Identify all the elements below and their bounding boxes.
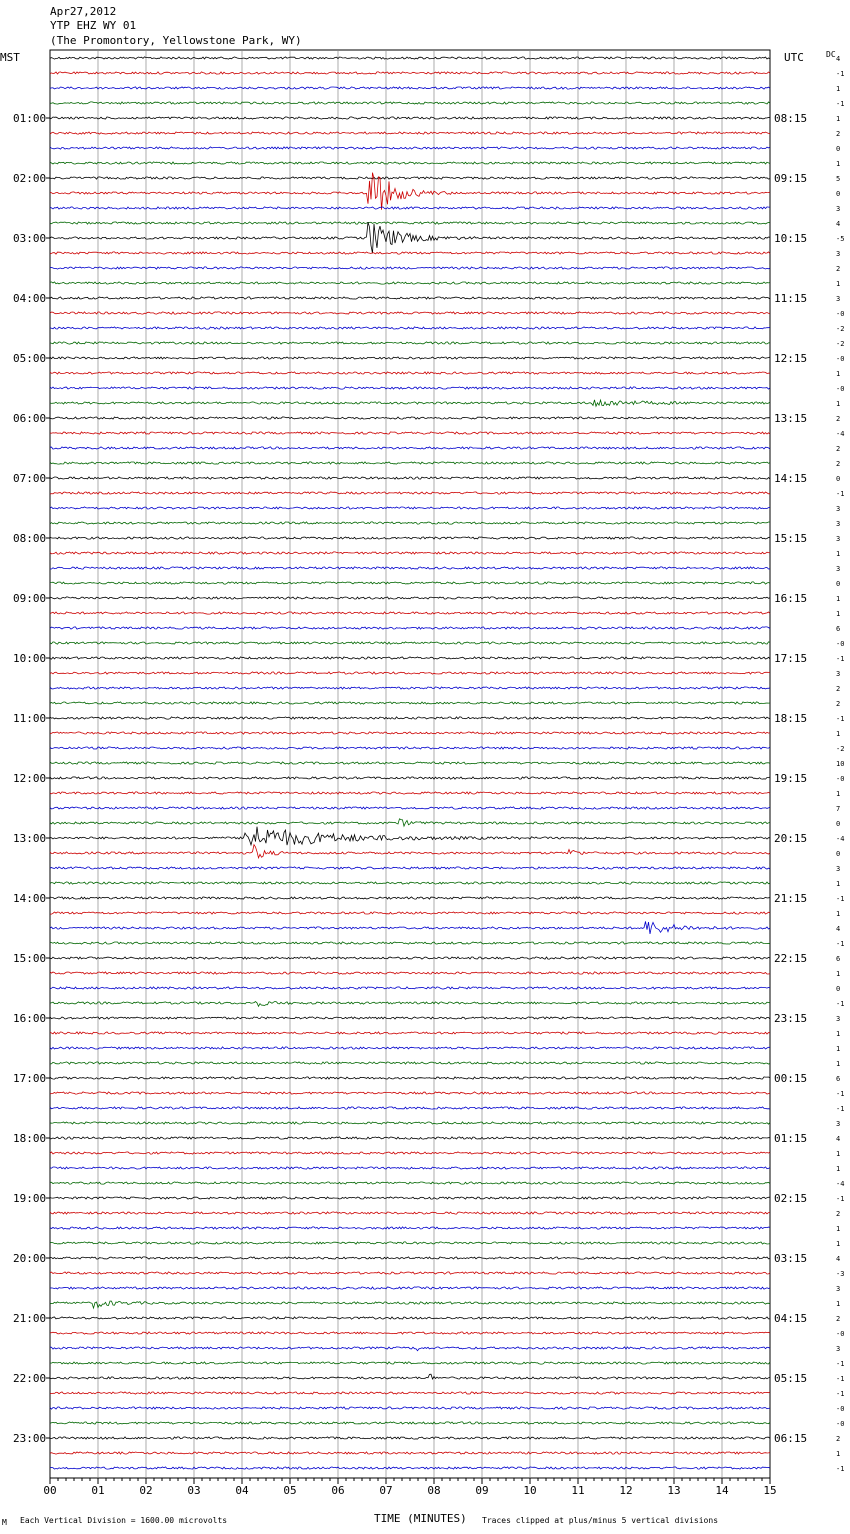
trace-row [50, 1272, 770, 1274]
x-tick-label: 00 [43, 1484, 57, 1497]
dc-offset-label: 0 [836, 475, 841, 483]
trace-row [50, 1347, 770, 1351]
trace-row [50, 567, 770, 569]
trace-row [50, 1137, 770, 1139]
trace-row [50, 1077, 770, 1079]
dc-offset-label: 1 [836, 370, 841, 378]
dc-offset-label: -1 [836, 1105, 845, 1113]
dc-offset-label: 2 [836, 700, 841, 708]
trace-row [50, 762, 770, 764]
mst-hour-label: 06:00 [13, 412, 47, 425]
trace-row [50, 1197, 770, 1199]
header-location: (The Promontory, Yellowstone Park, WY) [50, 34, 302, 47]
trace-row [50, 1317, 770, 1319]
x-tick-label: 05 [283, 1484, 297, 1497]
mst-hour-label: 22:00 [13, 1372, 47, 1385]
trace-row [50, 1017, 770, 1019]
mst-hour-label: 20:00 [13, 1252, 47, 1265]
dc-offset-label: 1 [836, 550, 841, 558]
dc-offset-label: -0 [836, 775, 845, 783]
mst-hour-label: 08:00 [13, 532, 47, 545]
dc-offset-label: -2 [836, 325, 845, 333]
dc-offset-label: 3 [836, 535, 841, 543]
right-timezone-label: UTC [784, 51, 804, 64]
trace-row [50, 957, 770, 959]
dc-offset-label: -1 [836, 70, 845, 78]
x-tick-label: 12 [619, 1484, 633, 1497]
utc-hour-label: 02:15 [774, 1192, 808, 1205]
trace-row [50, 1301, 770, 1308]
dc-offset-label: -1 [836, 895, 845, 903]
dc-offset-label: 1 [836, 115, 841, 123]
dc-offset-label: 1 [836, 1045, 841, 1053]
trace-row [50, 1167, 770, 1169]
dc-offset-label: -0 [836, 1330, 845, 1338]
dc-offset-label: 5 [836, 175, 841, 183]
utc-hour-label: 13:15 [774, 412, 808, 425]
dc-offset-label: -5 [836, 235, 845, 243]
trace-row [50, 747, 770, 749]
trace-row [50, 1287, 770, 1289]
mst-hour-label: 12:00 [13, 772, 47, 785]
trace-row [50, 1227, 770, 1229]
trace-row [50, 400, 770, 406]
mst-hour-label: 14:00 [13, 892, 47, 905]
mst-hour-label: 21:00 [13, 1312, 47, 1325]
dc-offset-label: -0 [836, 355, 845, 363]
dc-offset-label: 3 [836, 1285, 841, 1293]
dc-offset-label: -0 [836, 310, 845, 318]
dc-offset-label: 2 [836, 415, 841, 423]
mst-hour-label: 15:00 [13, 952, 47, 965]
dc-offset-label: 1 [836, 1240, 841, 1248]
utc-hour-label: 00:15 [774, 1072, 808, 1085]
trace-row [50, 1107, 770, 1109]
x-axis-title: TIME (MINUTES) [374, 1512, 467, 1525]
dc-offset-label: 0 [836, 190, 841, 198]
mst-hour-label: 17:00 [13, 1072, 47, 1085]
utc-hour-label: 20:15 [774, 832, 808, 845]
trace-row [50, 222, 770, 224]
x-tick-label: 10 [523, 1484, 537, 1497]
x-tick-label: 11 [571, 1484, 585, 1497]
dc-offset-label: -4 [836, 835, 845, 843]
mst-hour-label: 09:00 [13, 592, 47, 605]
dc-offset-label: 2 [836, 130, 841, 138]
left-timezone-label: MST [0, 51, 20, 64]
dc-offset-label: 0 [836, 820, 841, 828]
trace-row [50, 657, 770, 659]
dc-offset-label: 3 [836, 1345, 841, 1353]
utc-hour-label: 06:15 [774, 1432, 808, 1445]
trace-row [50, 1467, 770, 1469]
mst-hour-label: 16:00 [13, 1012, 47, 1025]
trace-row [50, 87, 770, 89]
mst-hour-label: 07:00 [13, 472, 47, 485]
trace-row [50, 972, 770, 974]
utc-hour-label: 19:15 [774, 772, 808, 785]
utc-hour-label: 23:15 [774, 1012, 808, 1025]
trace-row [50, 687, 770, 689]
trace-row [50, 117, 770, 119]
dc-offset-label: 2 [836, 1435, 841, 1443]
trace-row [50, 1362, 770, 1364]
dc-offset-label: -4 [836, 430, 845, 438]
utc-hour-label: 08:15 [774, 112, 808, 125]
trace-row [50, 1422, 770, 1424]
scale-note: Each Vertical Division = 1600.00 microvolts [20, 1516, 228, 1525]
trace-row [50, 882, 770, 884]
mst-hour-label: 05:00 [13, 352, 47, 365]
trace-row [50, 845, 770, 858]
dc-offset-label: 1 [836, 595, 841, 603]
mst-hour-label: 13:00 [13, 832, 47, 845]
dc-offset-label: -1 [836, 1090, 845, 1098]
dc-offset-label: 2 [836, 1315, 841, 1323]
dc-offset-label: 1 [836, 160, 841, 168]
utc-hour-label: 14:15 [774, 472, 808, 485]
dc-offset-label: -1 [836, 1375, 845, 1383]
dc-offset-label: -1 [836, 655, 845, 663]
dc-offset-label: 2 [836, 265, 841, 273]
trace-row [50, 1257, 770, 1259]
dc-offset-label: 6 [836, 1075, 841, 1083]
trace-row [50, 357, 770, 359]
trace-row [50, 1242, 770, 1244]
trace-row [50, 537, 770, 539]
trace-row [50, 1001, 770, 1006]
x-tick-label: 09 [475, 1484, 489, 1497]
trace-row [50, 417, 770, 419]
trace-row [50, 1047, 770, 1049]
mst-hour-label: 04:00 [13, 292, 47, 305]
trace-row [50, 297, 770, 299]
dc-offset-label: -1 [836, 1360, 845, 1368]
utc-hour-label: 11:15 [774, 292, 808, 305]
trace-row [50, 717, 770, 719]
trace-row [50, 627, 770, 629]
trace-row [50, 57, 770, 59]
dc-offset-label: 1 [836, 1225, 841, 1233]
trace-row [50, 432, 770, 434]
trace-row [50, 1182, 770, 1184]
dc-offset-label: 2 [836, 445, 841, 453]
trace-row [50, 642, 770, 644]
dc-offset-label: 3 [836, 250, 841, 258]
trace-row [50, 102, 770, 104]
dc-offset-label: 7 [836, 805, 841, 813]
trace-row [50, 222, 770, 253]
dc-offset-label: 3 [836, 565, 841, 573]
dc-offset-label: 3 [836, 295, 841, 303]
header-station: YTP EHZ WY 01 [50, 19, 137, 32]
dc-offset-label: 0 [836, 850, 841, 858]
trace-row [50, 267, 770, 269]
dc-offset-label: 1 [836, 730, 841, 738]
trace-row [50, 552, 770, 554]
utc-hour-label: 17:15 [774, 652, 808, 665]
dc-offset-label: 1 [836, 910, 841, 918]
trace-row [50, 447, 770, 449]
trace-row [50, 477, 770, 479]
dc-offset-label: -2 [836, 745, 845, 753]
trace-row [50, 1152, 770, 1154]
dc-offset-label: -1 [836, 490, 845, 498]
dc-offset-label: -1 [836, 1195, 845, 1203]
x-tick-label: 13 [667, 1484, 681, 1497]
mst-hour-label: 03:00 [13, 232, 47, 245]
dc-offset-label: 1 [836, 85, 841, 93]
dc-offset-label: -1 [836, 100, 845, 108]
trace-row [50, 522, 770, 524]
utc-hour-label: 04:15 [774, 1312, 808, 1325]
mst-hour-label: 10:00 [13, 652, 47, 665]
dc-offset-label: 2 [836, 1210, 841, 1218]
dc-offset-label: 4 [836, 1255, 841, 1263]
trace-row [50, 612, 770, 614]
plot-frame [50, 50, 770, 1478]
trace-row [50, 1062, 770, 1064]
utc-hour-label: 10:15 [774, 232, 808, 245]
trace-row [50, 72, 770, 74]
dc-offset-label: 3 [836, 670, 841, 678]
trace-row [50, 1437, 770, 1439]
trace-row [50, 912, 770, 914]
utc-hour-label: 03:15 [774, 1252, 808, 1265]
utc-hour-label: 18:15 [774, 712, 808, 725]
trace-row [50, 672, 770, 674]
trace-row [50, 387, 770, 389]
utc-hour-label: 21:15 [774, 892, 808, 905]
utc-hour-label: 09:15 [774, 172, 808, 185]
x-tick-label: 03 [187, 1484, 201, 1497]
trace-row [50, 1122, 770, 1124]
trace-row [50, 462, 770, 464]
dc-offset-label: 1 [836, 1150, 841, 1158]
dc-offset-label: 1 [836, 400, 841, 408]
trace-row [50, 282, 770, 284]
dc-offset-label: 0 [836, 145, 841, 153]
trace-row [50, 1032, 770, 1034]
mst-hour-label: 18:00 [13, 1132, 47, 1145]
trace-row [50, 507, 770, 509]
dc-offset-label: 1 [836, 1300, 841, 1308]
trace-row [50, 777, 770, 779]
trace-row [50, 492, 770, 494]
dc-offset-label: 10 [836, 760, 845, 768]
trace-row [50, 819, 770, 826]
dc-offset-label: 3 [836, 1015, 841, 1023]
dc-offset-label: -2 [836, 340, 845, 348]
dc-offset-label: 1 [836, 880, 841, 888]
dc-offset-label: -1 [836, 1465, 845, 1473]
trace-row [50, 921, 770, 934]
dc-offset-label: -1 [836, 715, 845, 723]
dc-offset-label: -4 [836, 1180, 845, 1188]
trace-row [50, 147, 770, 149]
dc-offset-label: 2 [836, 460, 841, 468]
clip-note: Traces clipped at plus/minus 5 vertical divisions [482, 1516, 719, 1525]
dc-offset-label: 4 [836, 925, 841, 933]
dc-offset-label: -0 [836, 1420, 845, 1428]
dc-offset-label: 4 [836, 1135, 841, 1143]
x-tick-label: 14 [715, 1484, 729, 1497]
dc-offset-label: 1 [836, 1165, 841, 1173]
x-tick-label: 01 [91, 1484, 105, 1497]
trace-row [50, 1374, 770, 1379]
trace-row [50, 1392, 770, 1394]
trace-row [50, 582, 770, 584]
trace-row [50, 342, 770, 344]
trace-row [50, 732, 770, 734]
mst-hour-label: 01:00 [13, 112, 47, 125]
dc-offset-label: 1 [836, 1450, 841, 1458]
trace-row [50, 177, 770, 179]
trace-row [50, 597, 770, 599]
trace-row [50, 942, 770, 944]
trace-row [50, 312, 770, 314]
dc-offset-label: 0 [836, 985, 841, 993]
dc-offset-label: 1 [836, 790, 841, 798]
dc-offset-label: 3 [836, 505, 841, 513]
dc-offset-label: -0 [836, 640, 845, 648]
trace-row [50, 792, 770, 794]
trace-row [50, 807, 770, 809]
x-tick-label: 07 [379, 1484, 393, 1497]
dc-offset-label: -3 [836, 1270, 845, 1278]
trace-row [50, 132, 770, 134]
mst-hour-label: 19:00 [13, 1192, 47, 1205]
trace-row [50, 162, 770, 164]
dc-offset-label: 3 [836, 865, 841, 873]
dc-offset-label: -0 [836, 385, 845, 393]
mst-hour-label: 23:00 [13, 1432, 47, 1445]
utc-hour-label: 16:15 [774, 592, 808, 605]
utc-hour-label: 12:15 [774, 352, 808, 365]
trace-row [50, 372, 770, 374]
dc-offset-label: 3 [836, 1120, 841, 1128]
dc-offset-label: 1 [836, 1060, 841, 1068]
trace-row [50, 1407, 770, 1409]
dc-offset-label: 1 [836, 1030, 841, 1038]
x-tick-label: 02 [139, 1484, 153, 1497]
dc-offset-label: 1 [836, 610, 841, 618]
dc-offset-label: 2 [836, 685, 841, 693]
utc-hour-label: 05:15 [774, 1372, 808, 1385]
trace-row [50, 827, 770, 845]
mst-hour-label: 02:00 [13, 172, 47, 185]
x-tick-label: 15 [763, 1484, 777, 1497]
trace-row [50, 207, 770, 209]
header-date: Apr27,2012 [50, 5, 117, 18]
dc-offset-label: 1 [836, 280, 841, 288]
dc-offset-label: 3 [836, 520, 841, 528]
x-tick-label: 04 [235, 1484, 249, 1497]
trace-row [50, 1092, 770, 1094]
dc-offset-label: -1 [836, 1000, 845, 1008]
utc-hour-label: 01:15 [774, 1132, 808, 1145]
trace-row [50, 897, 770, 899]
dc-offset-label: 0 [836, 580, 841, 588]
trace-row [50, 702, 770, 704]
trace-row [50, 987, 770, 989]
x-tick-label: 06 [331, 1484, 345, 1497]
trace-row [50, 867, 770, 869]
trace-row [50, 327, 770, 329]
utc-hour-label: 22:15 [774, 952, 808, 965]
trace-row [50, 1452, 770, 1454]
mst-hour-label: 11:00 [13, 712, 47, 725]
trace-row [50, 1332, 770, 1334]
dc-offset-label: 4 [836, 55, 841, 63]
dc-offset-label: 1 [836, 970, 841, 978]
dc-offset-label: -1 [836, 1390, 845, 1398]
utc-hour-label: 15:15 [774, 532, 808, 545]
trace-row [50, 1212, 770, 1214]
dc-offset-label: 4 [836, 220, 841, 228]
dc-offset-label: -0 [836, 1405, 845, 1413]
dc-label: DC [826, 50, 836, 59]
trace-row [50, 252, 770, 254]
dc-offset-label: 3 [836, 205, 841, 213]
dc-offset-label: 6 [836, 955, 841, 963]
dc-offset-label: 6 [836, 625, 841, 633]
dc-offset-label: -1 [836, 940, 845, 948]
corner-mark: M [2, 1518, 7, 1527]
x-tick-label: 08 [427, 1484, 441, 1497]
